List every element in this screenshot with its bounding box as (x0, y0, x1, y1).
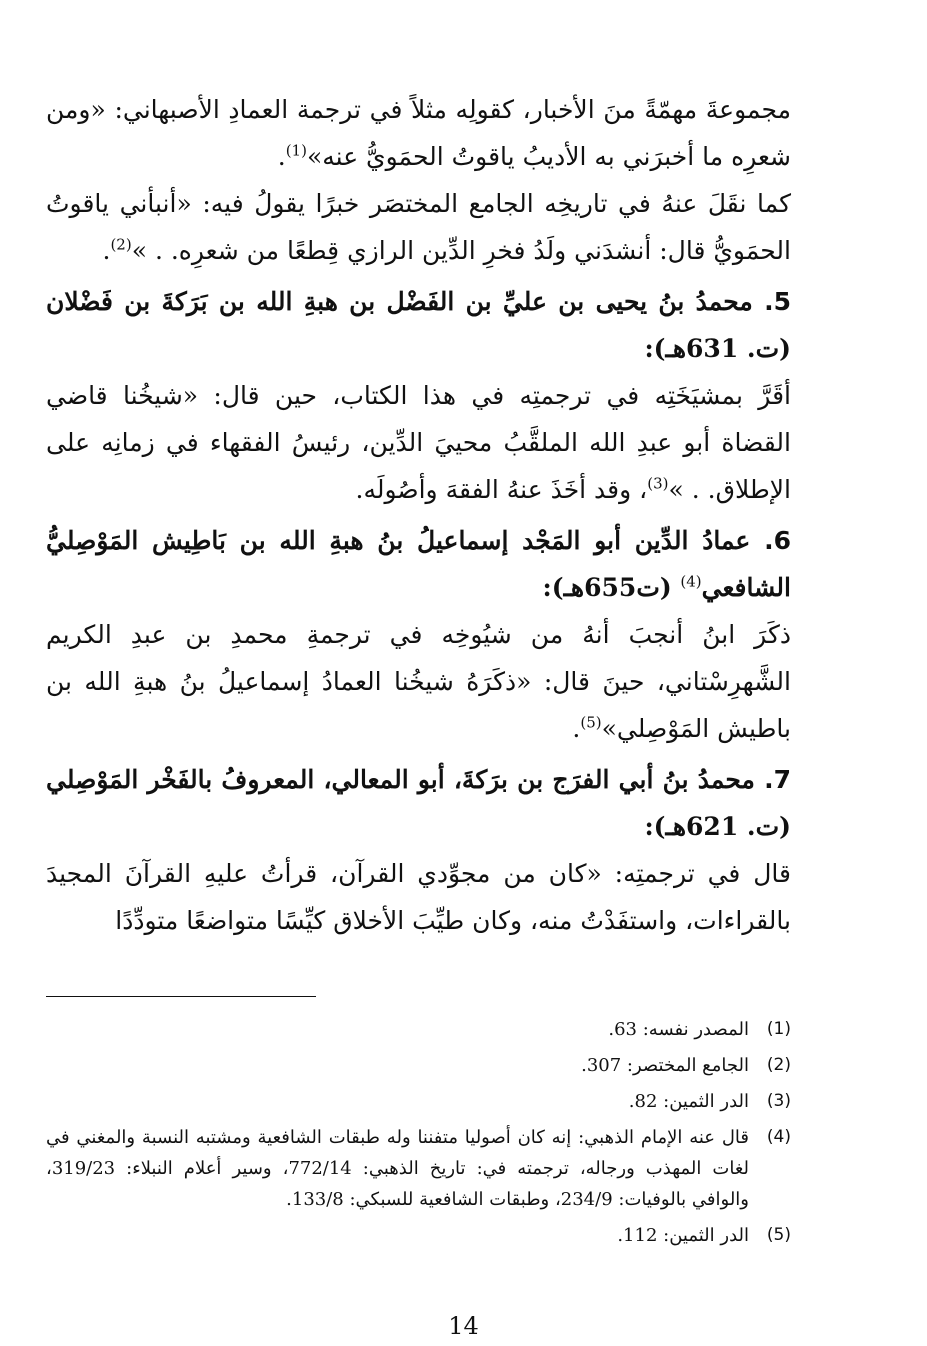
entry-heading-7-text: محمدُ بنُ أبي الفرَج بن برَكةَ، أبو المعالي، المعروفُ بالفَخْر المَوْصِلي (ت. 621هـ): (46, 765, 791, 841)
footnotes-list (46, 1014, 791, 1256)
paragraph-4-end: . (572, 714, 581, 743)
footnote-ref-1[interactable]: (1) (285, 141, 307, 160)
paragraph-2 (46, 180, 791, 274)
paragraph-1-text: مجموعةَ مهمّةً منَ الأخبار، كقولِه مثلاً في ترجمة العمادِ الأصبهاني: «ومن شعرِه ما أخبرَني به الأديبُ ياقوتُ الحمَويُّ عنه» (46, 95, 791, 171)
entry-heading-5 (46, 278, 791, 372)
footnote-number: (4) (766, 1127, 791, 1147)
entry-number-6: 6. (764, 526, 791, 555)
footnote-ref-3[interactable]: (3) (647, 474, 669, 493)
page-body (46, 86, 791, 1316)
entry-heading-7 (46, 756, 791, 850)
footnote-number: (5) (766, 1225, 791, 1245)
paragraph-3-text: أقَرَّ بمشيَخَتِه في ترجمتِه في هذا الكتاب، حين قال: «شيخُنا قاضي القضاة أبو عبدِ الله الملقَّبُ محييَ الدِّين، رئيسُ الفقهاء في زمانِه على الإطلاق. . » (46, 381, 791, 504)
footnote-item (46, 1086, 791, 1117)
footnote-item (46, 1122, 791, 1215)
footnote-text: الدر الثمين: 82. (628, 1091, 749, 1112)
footnote-text: الجامع المختصر: 307. (581, 1055, 749, 1076)
paragraph-4-text: ذكَرَ ابنُ أنجبَ أنهُ من شيُوخِه في ترجمةِ محمدِ بن عبدِ الكريم الشَّهرِسْتاني، حينَ قال: «ذكَرَهُ شيخُنا العمادُ إسماعيلُ بنُ هبةِ الله بن باطيش المَوْصِلي» (46, 620, 792, 743)
footnote-text: المصدر نفسه: 63. (608, 1019, 749, 1040)
footnote-item (46, 1014, 791, 1045)
entry-heading-6-end: (ت655هـ): (542, 573, 681, 602)
footnote-item (46, 1050, 791, 1081)
paragraph-5-text: قال في ترجمتِه: «كان من مجوِّدي القرآن، قرأتُ عليهِ القرآنَ المجيدَ بالقراءات، واستفَدْتُ منه، وكان طيِّبَ الأخلاق كيِّسًا متواضعًا متودِّدًا (46, 859, 791, 935)
paragraph-3 (46, 372, 791, 513)
footnote-divider (46, 996, 316, 997)
footnote-ref-2[interactable]: (2) (110, 235, 132, 254)
entry-heading-6 (46, 517, 791, 611)
entry-heading-6-text: عمادُ الدِّين أبو المَجْد إسماعيلُ بنُ هبةِ الله بن بَاطِيش المَوْصِليُّ الشافعي (46, 526, 791, 602)
paragraph-2-text: كما نقَلَ عنهُ في تاريخِه الجامع المختصَر خبرًا يقولُ فيه: «أنبأني ياقوتُ الحمَويُّ قال: أنشدَني ولَدُ فخرِ الدِّين الرازي قِطعًا من شعرِه. . » (46, 189, 791, 265)
paragraph-4 (46, 611, 791, 752)
footnote-ref-4[interactable]: (4) (680, 572, 702, 591)
footnote-text: قال عنه الإمام الذهبي: إنه كان أصوليا متفننا وله طبقات الشافعية ومشتبه النسبة والمغني في لغات المهذب ورجاله، ترجمته في: تاريخ الذهبي: 772/14، وسير أعلام النبلاء: 319/23، والوافي بالوفيات: 234/9، وطبقات الشافعية للسبكي: 133/8. (46, 1127, 750, 1210)
footnote-number: (1) (766, 1019, 791, 1039)
footnote-ref-5[interactable]: (5) (580, 713, 602, 732)
paragraph-5 (46, 850, 791, 944)
footnote-item (46, 1220, 791, 1251)
paragraph-3-end: ، وقد أخَذَ عنهُ الفقهَ وأصُولَه. (355, 475, 648, 504)
footnote-text: الدر الثمين: 112. (617, 1225, 749, 1246)
paragraph-2-end: . (102, 236, 111, 265)
paragraph-1-end: . (277, 142, 286, 171)
page-number: 14 (448, 1312, 479, 1340)
entry-heading-5-text: محمدُ بنُ يحيى بن عليِّ بن الفَضْل بن هبةِ الله بن بَرَكةَ بن فَضْلان (ت. 631هـ): (46, 287, 791, 363)
footnote-number: (3) (766, 1091, 791, 1111)
entry-number-5: 5. (764, 287, 791, 316)
paragraph-1 (46, 86, 791, 180)
footnote-number: (2) (766, 1055, 791, 1075)
entry-number-7: 7. (764, 765, 791, 794)
